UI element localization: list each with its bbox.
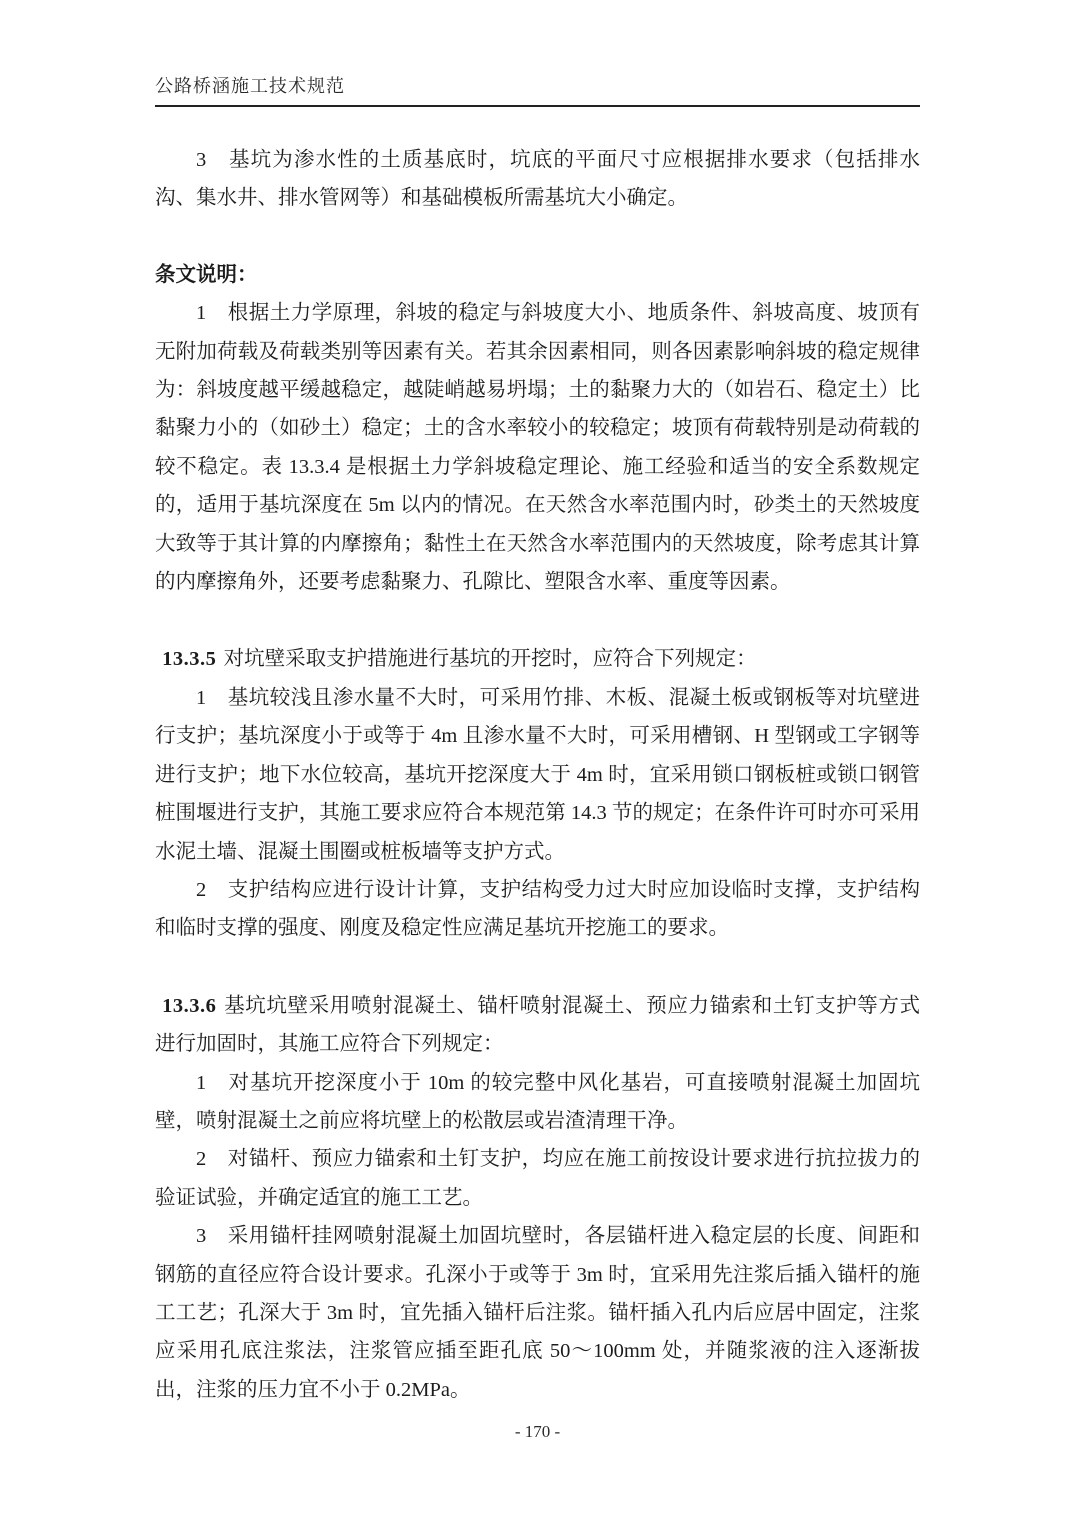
clause-13-3-5-text: 对坑壁采取支护措施进行基坑的开挖时，应符合下列规定： — [223, 648, 757, 671]
clause-13-3-5-number: 13.3.5 — [162, 648, 217, 671]
clause-13-3-5-item-2: 2 支护结构应进行设计计算，支护结构受力过大时应加设临时支撑，支护结构和临时支撑的强度、刚度及稳定性应满足基坑开挖施工的要求。 — [155, 878, 920, 940]
document-header — [155, 72, 920, 107]
clause-13-3-6-text: 基坑坑壁采用喷射混凝土、锚杆喷射混凝土、预应力锚索和土钉支护等方式进行加固时，其施工应符合下列规定： — [155, 994, 920, 1056]
clause-13-3-6-item-1: 1 对基坑开挖深度小于 10m 的较完整中风化基岩，可直接喷射混凝土加固坑壁，喷射混凝土之前应将坑壁上的松散层或岩渣清理干净。 — [155, 1071, 920, 1132]
document-header-title: 公路桥涵施工技术规范 — [155, 76, 345, 96]
notes-paragraph-1: 1 根据土力学原理，斜坡的稳定与斜坡度大小、地质条件、斜坡高度、坡顶有无附加荷载及荷载类别等因素有关。若其余因素相同，则各因素影响斜坡的稳定规律为：斜坡度越平缓越稳定，越陡峭越易坍塌；土的黏聚力大的（如岩石、稳定土）比黏聚力小的（如砂土）稳定；土的含水率较小的较稳定；坡顶有荷载特别是动荷载的较不稳定。表 13.3.4 是根据土力学斜坡稳定理论、施工经验和适当的安全系数规定的，适用于基坑深度在 5m 以内的情况。在天然含水率范围内时，砂类土的天然坡度大致等于其计算的内摩擦角；黏性土在天然含水率范围内的天然坡度，除考虑其计算的内摩擦角外，还要考虑黏聚力、孔隙比、塑限含水率、重度等因素。 — [155, 302, 920, 594]
clause-13-3-6-item-2: 2 对锚杆、预应力锚索和土钉支护，均应在施工前按设计要求进行抗拉拔力的验证试验，并确定适宜的施工工艺。 — [155, 1148, 920, 1209]
notes-heading: 条文说明： — [155, 263, 258, 286]
paragraph-item-3: 3 基坑为渗水性的土质基底时，坑底的平面尺寸应根据排水要求（包括排水沟、集水井、排水管网等）和基础模板所需基坑大小确定。 — [155, 149, 920, 210]
clause-13-3-6-number: 13.3.6 — [162, 994, 217, 1017]
clause-13-3-6-item-3: 3 采用锚杆挂网喷射混凝土加固坑壁时，各层锚杆进入稳定层的长度、间距和钢筋的直径应符合设计要求。孔深小于或等于 3m 时，宜采用先注浆后插入锚杆的施工工艺；孔深大于 3m 时，宜先插入锚杆后注浆。锚杆插入孔内后应居中固定，注浆应采用孔底注浆法，注浆管应插至距孔底 50～100mm 处，并随浆液的注入逐渐拔出，注浆的压力宜不小于 0.2MPa。 — [155, 1225, 920, 1401]
page-number: - 170 - — [514, 1422, 561, 1442]
clause-13-3-5-item-1: 1 基坑较浅且渗水量不大时，可采用竹排、木板、混凝土板或钢板等对坑壁进行支护；基坑深度小于或等于 4m 且渗水量不大时，可采用槽钢、H 型钢或工字钢等进行支护；地下水位较高，基坑开挖深度大于 4m 时，宜采用锁口钢板桩或锁口钢管桩围堰进行支护，其施工要求应符合本规范第 14.3 节的规定；在条件许可时亦可采用水泥土墙、混凝土围圈或桩板墙等支护方式。 — [155, 686, 920, 863]
document-body — [155, 141, 920, 1409]
clause-13-3-5-heading — [155, 640, 920, 678]
document-footer — [155, 1422, 920, 1442]
clause-13-3-6-heading — [155, 987, 920, 1064]
